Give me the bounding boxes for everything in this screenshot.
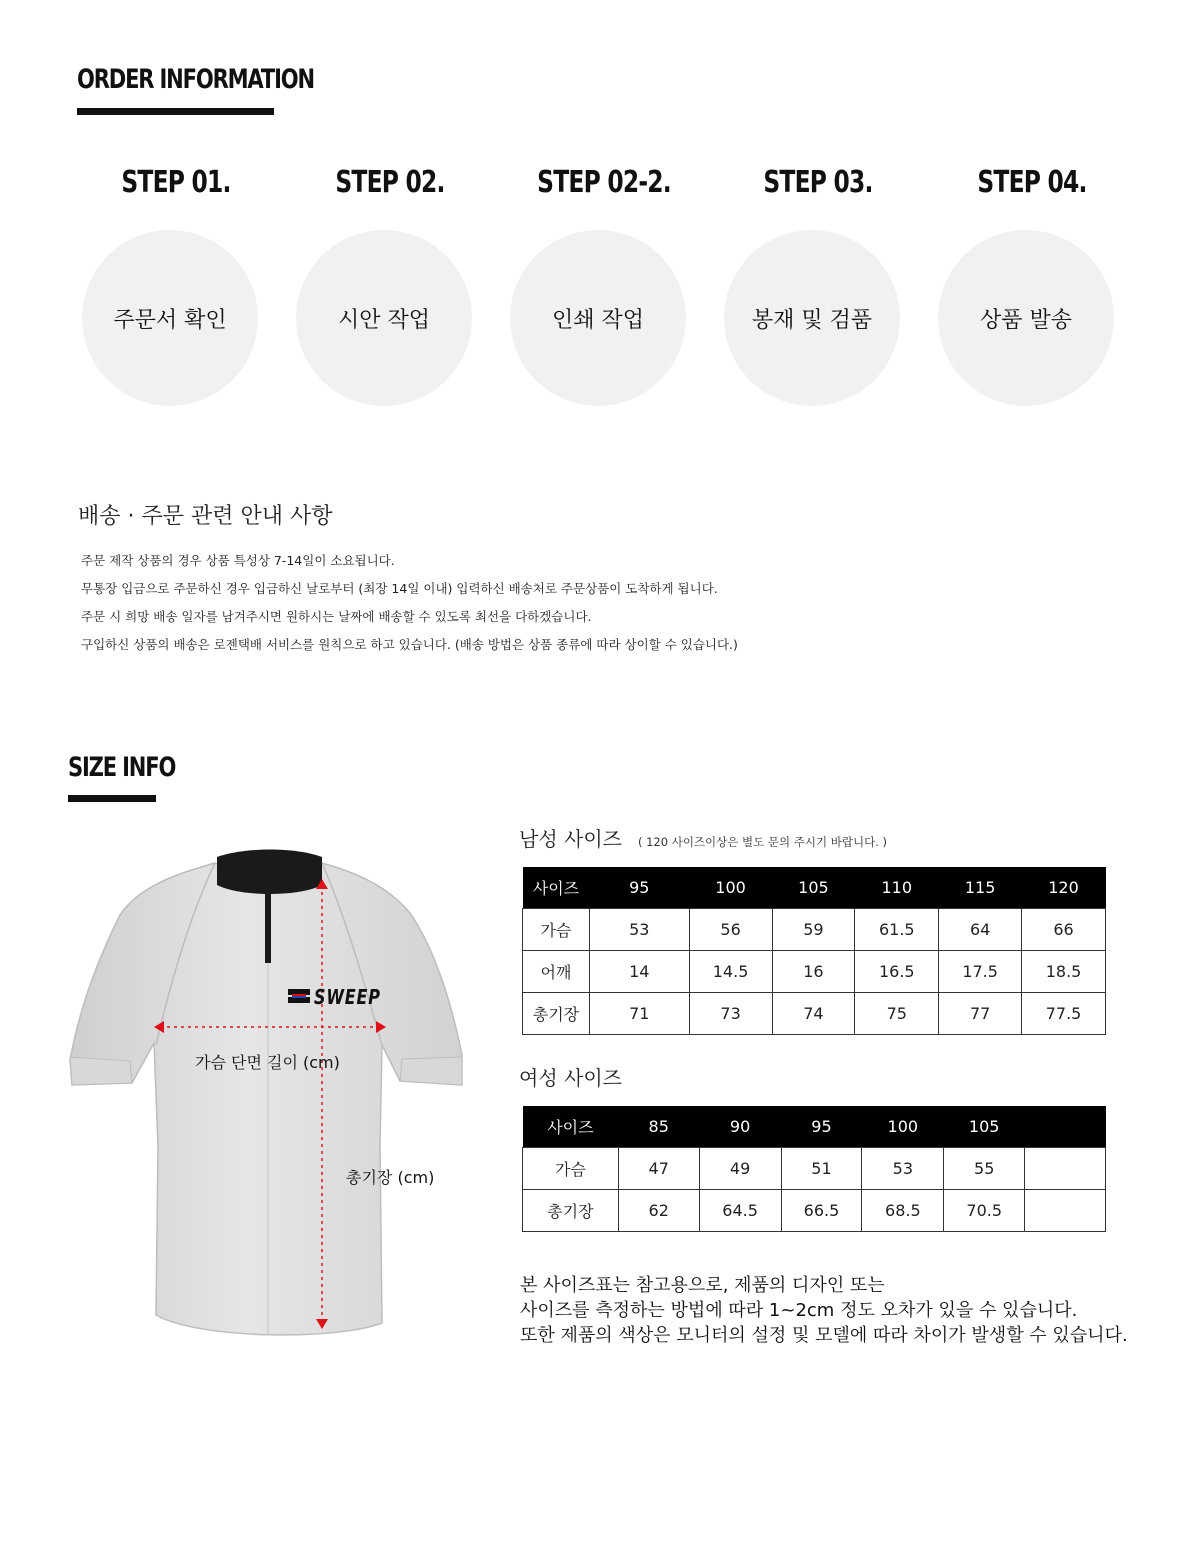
notice-line: 주문 시 희망 배송 일자를 남겨주시면 원하시는 날짜에 배송할 수 있도록 최선을 다하겠습니다. <box>81 609 592 624</box>
table-row <box>523 909 1106 951</box>
women-size-title: 여성 사이즈 <box>519 1066 622 1090</box>
table-cell: 18.5 <box>1022 951 1106 993</box>
notice-line: 주문 제작 상품의 경우 상품 특성상 7-14일이 소요됩니다. <box>81 553 395 568</box>
size-disclaimer <box>520 1273 1128 1348</box>
table-cell: 56 <box>689 909 772 951</box>
table-cell: 16.5 <box>855 951 939 993</box>
table-cell: 59 <box>772 909 855 951</box>
size-title-underline <box>68 795 156 802</box>
header-cell: 105 <box>944 1106 1025 1148</box>
table-cell: 가슴 <box>523 1148 619 1190</box>
header-cell: 95 <box>781 1106 862 1148</box>
table-cell: 14.5 <box>689 951 772 993</box>
table-row <box>523 1148 1106 1190</box>
header-cell: 사이즈 <box>523 1106 619 1148</box>
step-2-label: STEP 02. <box>335 165 445 200</box>
table-row <box>523 951 1106 993</box>
table-cell: 74 <box>772 993 855 1035</box>
order-information-title: ORDER INFORMATION <box>77 64 314 95</box>
step-3-text: 봉재 및 검품 <box>751 307 873 333</box>
jersey-svg <box>60 845 490 1355</box>
header-cell: 95 <box>589 867 689 909</box>
table-cell: 75 <box>855 993 939 1035</box>
length-measure-label: 총기장 (cm) <box>346 1168 435 1187</box>
table-cell <box>1025 1190 1106 1232</box>
brand-wordmark: SWEEP <box>314 985 381 1009</box>
jersey-illustration <box>60 845 490 1355</box>
order-title-underline <box>77 108 274 115</box>
table-cell: 62 <box>618 1190 699 1232</box>
table-cell: 66 <box>1022 909 1106 951</box>
table-cell: 66.5 <box>781 1190 862 1232</box>
women-table-header <box>523 1106 1106 1148</box>
table-cell: 14 <box>589 951 689 993</box>
men-size-title-text: 남성 사이즈 <box>519 827 622 851</box>
table-cell: 70.5 <box>944 1190 1025 1232</box>
step-2-text: 시안 작업 <box>337 307 430 333</box>
header-cell: 105 <box>772 867 855 909</box>
table-cell: 16 <box>772 951 855 993</box>
step-1-text: 주문서 확인 <box>113 307 227 333</box>
step-4-text: 상품 발송 <box>979 307 1072 333</box>
jersey-zipper <box>265 893 271 963</box>
chest-measure-label: 가슴 단면 길이 (cm) <box>195 1053 340 1072</box>
men-size-table <box>522 867 1106 1035</box>
header-cell: 100 <box>689 867 772 909</box>
table-cell: 53 <box>589 909 689 951</box>
men-size-note: ( 120 사이즈이상은 별도 문의 주시기 바랍니다. ) <box>637 835 887 849</box>
women-size-table <box>522 1106 1106 1232</box>
men-table-header <box>523 867 1106 909</box>
notice-title: 배송 · 주문 관련 안내 사항 <box>78 504 333 529</box>
table-cell: 68.5 <box>862 1190 944 1232</box>
step-4-label: STEP 04. <box>977 165 1087 200</box>
table-cell <box>1025 1148 1106 1190</box>
disclaimer-line: 본 사이즈표는 참고용으로, 제품의 디자인 또는 <box>520 1275 885 1296</box>
notice-line: 무통장 입금으로 주문하신 경우 입금하신 날로부터 (최장 14일 이내) 입력하신 배송처로 주문상품이 도착하게 됩니다. <box>81 581 718 596</box>
step-1-label: STEP 01. <box>121 165 231 200</box>
table-cell: 77 <box>939 993 1022 1035</box>
table-cell: 55 <box>944 1148 1025 1190</box>
header-cell <box>1025 1106 1106 1148</box>
disclaimer-line: 사이즈를 측정하는 방법에 따라 1~2cm 정도 오차가 있을 수 있습니다. <box>520 1300 1078 1321</box>
table-cell: 64.5 <box>699 1190 781 1232</box>
header-cell: 90 <box>699 1106 781 1148</box>
disclaimer-line: 또한 제품의 색상은 모니터의 설정 및 모델에 따라 차이가 발생할 수 있습니다. <box>520 1325 1128 1346</box>
step-1-circle <box>82 230 258 406</box>
step-2-2-text: 인쇄 작업 <box>551 307 644 333</box>
table-cell: 51 <box>781 1148 862 1190</box>
step-3-label: STEP 03. <box>763 165 873 200</box>
table-cell: 53 <box>862 1148 944 1190</box>
step-2-2-circle <box>510 230 686 406</box>
table-cell: 49 <box>699 1148 781 1190</box>
header-cell: 120 <box>1022 867 1106 909</box>
table-cell: 47 <box>618 1148 699 1190</box>
table-cell: 77.5 <box>1022 993 1106 1035</box>
step-2-circle <box>296 230 472 406</box>
size-info-title: SIZE INFO <box>68 752 176 783</box>
jersey-collar <box>217 850 322 895</box>
table-cell: 17.5 <box>939 951 1022 993</box>
notice-line: 구입하신 상품의 배송은 로젠택배 서비스를 원칙으로 하고 있습니다. (배송 방법은 상품 종류에 따라 상이할 수 있습니다.) <box>81 637 738 652</box>
table-cell: 총기장 <box>523 993 590 1035</box>
table-cell: 73 <box>689 993 772 1035</box>
men-size-title <box>519 823 887 852</box>
table-cell: 71 <box>589 993 689 1035</box>
header-cell: 110 <box>855 867 939 909</box>
header-cell: 100 <box>862 1106 944 1148</box>
header-cell: 사이즈 <box>523 867 590 909</box>
header-cell: 115 <box>939 867 1022 909</box>
table-row <box>523 1190 1106 1232</box>
step-3-circle <box>724 230 900 406</box>
header-cell: 85 <box>618 1106 699 1148</box>
step-4-circle <box>938 230 1114 406</box>
table-cell: 64 <box>939 909 1022 951</box>
table-row <box>523 993 1106 1035</box>
table-cell: 총기장 <box>523 1190 619 1232</box>
table-cell: 가슴 <box>523 909 590 951</box>
table-cell: 어깨 <box>523 951 590 993</box>
step-2-2-label: STEP 02-2. <box>537 165 671 200</box>
table-cell: 61.5 <box>855 909 939 951</box>
